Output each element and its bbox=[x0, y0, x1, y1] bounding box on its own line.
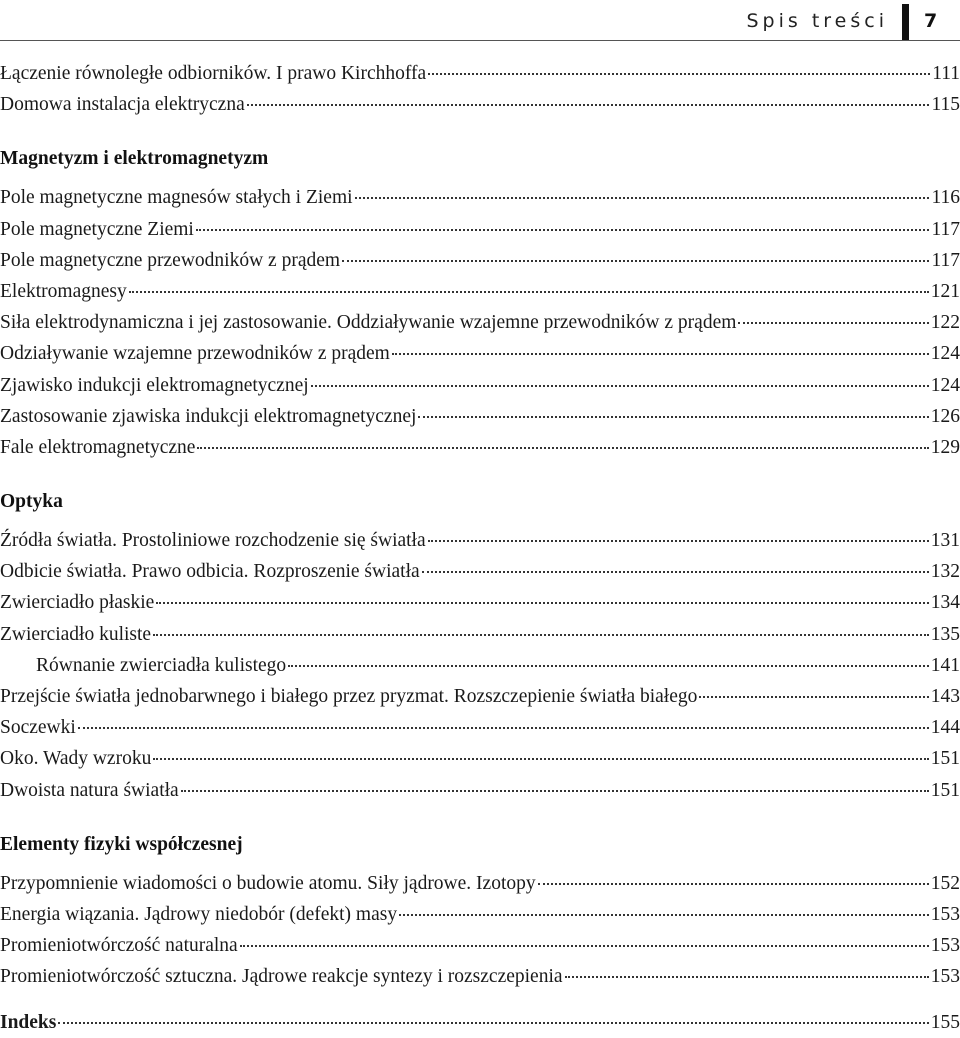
entry-page-number: 151 bbox=[930, 779, 960, 801]
header-divider-bar bbox=[902, 4, 909, 40]
entry-title: Odbicie światła. Prawo odbicia. Rozproszenie światła bbox=[0, 561, 420, 583]
entry-title: Siła elektrodynamiczna i jej zastosowanie. Oddziaływanie wzajemne przewodników z prądem bbox=[0, 312, 737, 334]
toc-entry[interactable] bbox=[0, 619, 960, 650]
toc-entry[interactable] bbox=[0, 525, 960, 556]
page-header bbox=[0, 0, 960, 42]
entry-page-number: 153 bbox=[930, 935, 960, 957]
toc-entry[interactable] bbox=[0, 930, 960, 961]
toc-entry[interactable] bbox=[0, 650, 960, 681]
entry-page-number: 117 bbox=[931, 218, 960, 240]
dot-leader bbox=[240, 945, 929, 947]
entry-title: Zwierciadło płaskie bbox=[0, 592, 155, 614]
entry-title: Soczewki bbox=[0, 717, 76, 739]
dot-leader bbox=[565, 976, 929, 978]
dot-leader bbox=[538, 883, 929, 885]
entry-title: Fale elektromagnetyczne bbox=[0, 436, 196, 458]
dot-leader bbox=[153, 634, 929, 636]
dot-leader bbox=[738, 322, 928, 324]
dot-leader bbox=[196, 229, 930, 231]
entry-title: Promieniotwórczość naturalna bbox=[0, 935, 238, 957]
index-entry[interactable] bbox=[0, 1007, 960, 1038]
toc-entry[interactable] bbox=[0, 370, 960, 401]
toc-entry[interactable] bbox=[0, 307, 960, 338]
entry-page-number: 153 bbox=[930, 903, 960, 925]
entry-page-number: 135 bbox=[930, 623, 960, 645]
entry-page-number: 111 bbox=[932, 63, 960, 84]
toc-section bbox=[0, 144, 960, 463]
dot-leader bbox=[311, 385, 929, 387]
toc-entry[interactable] bbox=[0, 58, 960, 89]
entry-page-number: 116 bbox=[931, 187, 960, 209]
toc-entry[interactable] bbox=[0, 681, 960, 712]
toc-entry[interactable] bbox=[0, 182, 960, 213]
entry-title: Przejście światła jednobarwnego i białego przez pryzmat. Rozszczepienie światła białego bbox=[0, 686, 698, 707]
toc-section bbox=[0, 487, 960, 806]
toc-entry[interactable] bbox=[0, 587, 960, 618]
entry-title: Przypomnienie wiadomości o budowie atomu. Siły jądrowe. Izotopy bbox=[0, 872, 536, 894]
dot-leader bbox=[156, 602, 928, 604]
toc-entry[interactable] bbox=[0, 775, 960, 806]
index-title: Indeks bbox=[0, 1011, 57, 1033]
dot-leader bbox=[342, 260, 929, 262]
entry-title: Dwoista natura światła bbox=[0, 779, 179, 801]
dot-leader bbox=[197, 447, 928, 449]
toc-entry[interactable] bbox=[0, 89, 960, 120]
toc-section bbox=[0, 58, 960, 120]
entry-title: Domowa instalacja elektryczna bbox=[0, 94, 245, 116]
toc-entry[interactable] bbox=[0, 214, 960, 245]
entry-title: Energia wiązania. Jądrowy niedobór (defekt) masy bbox=[0, 903, 398, 925]
toc-entry[interactable] bbox=[0, 245, 960, 276]
entry-page-number: 115 bbox=[931, 94, 960, 116]
entry-page-number: 151 bbox=[930, 748, 960, 770]
toc-entry[interactable] bbox=[0, 276, 960, 307]
toc-entry[interactable] bbox=[0, 899, 960, 930]
entry-page-number: 124 bbox=[930, 343, 960, 365]
dot-leader bbox=[699, 696, 928, 698]
entry-title: Oko. Wady wzroku bbox=[0, 748, 152, 770]
entry-title: Zjawisko indukcji elektromagnetycznej bbox=[0, 374, 309, 396]
section-heading: Optyka bbox=[0, 491, 63, 513]
entry-title: Zastosowanie zjawiska indukcji elektromagnetycznej bbox=[0, 405, 417, 427]
dot-leader bbox=[428, 540, 929, 542]
entry-page-number: 131 bbox=[930, 530, 960, 552]
entry-title: Pole magnetyczne przewodników z prądem bbox=[0, 249, 341, 271]
dot-leader bbox=[288, 665, 929, 667]
dot-leader bbox=[355, 197, 930, 199]
dot-leader bbox=[58, 1022, 928, 1024]
entry-page-number: 126 bbox=[930, 405, 960, 427]
entry-page-number: 122 bbox=[930, 312, 960, 334]
entry-title: Odziaływanie wzajemne przewodników z prądem bbox=[0, 343, 390, 365]
dot-leader bbox=[422, 571, 929, 573]
toc-entry[interactable] bbox=[0, 556, 960, 587]
toc-entry[interactable] bbox=[0, 338, 960, 369]
entry-page-number: 121 bbox=[930, 280, 960, 302]
entry-title: Pole magnetyczne Ziemi bbox=[0, 218, 194, 240]
index-section bbox=[0, 1007, 960, 1038]
entry-title: Łączenie równoległe odbiorników. I prawo Kirchhoffa bbox=[0, 63, 427, 84]
table-of-contents bbox=[0, 58, 960, 1038]
header-rule bbox=[0, 40, 960, 41]
toc-entry[interactable] bbox=[0, 401, 960, 432]
dot-leader bbox=[418, 416, 928, 418]
entry-page-number: 117 bbox=[931, 249, 960, 271]
dot-leader bbox=[247, 104, 930, 106]
toc-entry[interactable] bbox=[0, 961, 960, 992]
entry-page-number: 132 bbox=[930, 561, 960, 583]
dot-leader bbox=[428, 73, 930, 75]
entry-title: Promieniotwórczość sztuczna. Jądrowe reakcje syntezy i rozszczepienia bbox=[0, 966, 563, 988]
toc-entry[interactable] bbox=[0, 432, 960, 463]
dot-leader bbox=[153, 758, 928, 760]
entry-title: Pole magnetyczne magnesów stałych i Ziemi bbox=[0, 187, 353, 209]
toc-entry[interactable] bbox=[0, 743, 960, 774]
dot-leader bbox=[399, 914, 929, 916]
dot-leader bbox=[78, 727, 929, 729]
dot-leader bbox=[392, 353, 929, 355]
running-header-title: Spis treści bbox=[746, 10, 888, 32]
index-page-number: 155 bbox=[930, 1011, 960, 1033]
entry-page-number: 141 bbox=[930, 654, 960, 676]
entry-page-number: 134 bbox=[930, 592, 960, 614]
entry-page-number: 152 bbox=[930, 872, 960, 894]
dot-leader bbox=[181, 790, 929, 792]
page-number: 7 bbox=[924, 10, 938, 32]
entry-page-number: 143 bbox=[930, 686, 960, 707]
entry-page-number: 144 bbox=[930, 717, 960, 739]
toc-entry[interactable] bbox=[0, 712, 960, 743]
entry-title: Równanie zwierciadła kulistego bbox=[36, 654, 287, 676]
section-heading: Elementy fizyki współczesnej bbox=[0, 833, 243, 855]
entry-title: Zwierciadło kuliste bbox=[0, 623, 152, 645]
entry-title: Elektromagnesy bbox=[0, 280, 127, 302]
entry-page-number: 129 bbox=[930, 436, 960, 458]
toc-entry[interactable] bbox=[0, 868, 960, 899]
entry-page-number: 153 bbox=[930, 966, 960, 988]
toc-section bbox=[0, 830, 960, 993]
entry-page-number: 124 bbox=[930, 374, 960, 396]
entry-title: Źródła światła. Prostoliniowe rozchodzenie się światła bbox=[0, 530, 426, 552]
dot-leader bbox=[129, 291, 929, 293]
section-heading: Magnetyzm i elektromagnetyzm bbox=[0, 148, 269, 170]
